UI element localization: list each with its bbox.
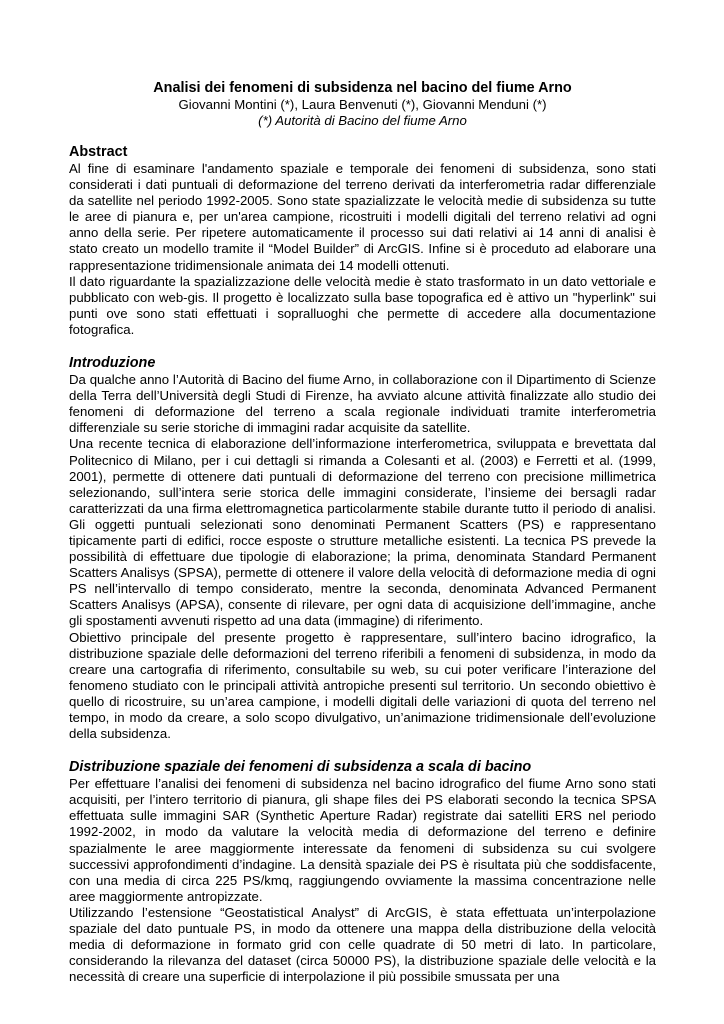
distribuzione-paragraph: Per effettuare l’analisi dei fenomeni di subsidenza nel bacino idrografico del fiume Arno sono stati acquisiti, per l’intero territorio di pianura, gli shape files dei PS elaborati secondo la tecnica SPSA effettuata sulle immagini SAR (Synthetic Aperture Radar) registrate dai satelliti ERS nel periodo 1992-2002, in modo da valutare la velocità media di deformazione del terreno e definire spazialmente le aree maggiormente interessate da fenomeni di subsidenza su cui svolgere successivi approfondimenti d’indagine. La densità spaziale dei PS è risultata più che soddisfacente, con una media di circa 225 PS/kmq, raggiungendo ovviamente la massima concentrazione nelle aree maggiormente antropizzate. — [69, 776, 656, 904]
introduzione-paragraph: Obiettivo principale del presente progetto è rappresentare, sull’intero bacino idrografico, la distribuzione spaziale delle deformazioni del terreno riferibili a fenomeni di subsidenza, in modo da creare una cartografia di riferimento, consultabile su web, su cui poter verificare l’interazione del fenomeno studiato con le principali attività antropiche presenti sul territorio. Un secondo obiettivo è quello di ricostruire, su un’area campione, i modelli digitali delle variazioni di quota del terreno nel tempo, in modo da creare, a solo scopo divulgativo, un’animazione tridimensionale dell’evoluzione della subsidenza. — [69, 629, 656, 742]
introduzione-section — [69, 355, 656, 742]
introduzione-paragraph: Una recente tecnica di elaborazione dell’informazione interferometrica, sviluppata e brevettata dal Politecnico di Milano, per i cui dettagli si rimanda a Colesanti et al. (2003) e Ferretti et al. (1999, 2001), permette di ottenere dati puntuali di deformazione del terreno con precisione millimetrica selezionando, sull’intera serie storica delle immagini considerate, l’insieme dei bersagli radar caratterizzati da una firma elettromagnetica particolarmente stabile durante tutto il periodo di analisi. Gli oggetti puntuali selezionati sono denominati Permanent Scatters (PS) e rappresentano tipicamente parti di edifici, rocce esposte o strutture metalliche esistenti. La tecnica PS prevede la possibilità di effettuare due tipologie di elaborazione; la prima, denominata Standard Permanent Scatters Analisys (SPSA), permette di ottenere il valore della velocità di deformazione media di ogni PS nell’intervallo di tempo considerato, mentre la seconda, denominata Advanced Permanent Scatters Analisys (APSA), consente di rilevare, per ogni data di acquisizione dell’immagine, anche gli spostamenti avvenuti rispetto ad una data (immagine) di riferimento. — [69, 436, 656, 629]
document-page — [69, 80, 656, 1002]
abstract-paragraph: Il dato riguardante la spazializzazione delle velocità medie è stato trasformato in un dato vettoriale e pubblicato con web-gis. Il progetto è localizzato sulla base topografica ed è attivo un "hyperlink" sui punti ove sono stati effettuati i sopralluoghi che permette di accedere alla documentazione fotografica. — [69, 273, 656, 337]
introduzione-paragraph: Da qualche anno l’Autorità di Bacino del fiume Arno, in collaborazione con il Dipartimento di Scienze della Terra dell’Università degli Studi di Firenze, ha avviato alcune attività finalizzate allo studio dei fenomeni di deformazione del terreno a scala regionale individuati tramite interferometria differenziale su serie storiche di immagini radar acquisite da satellite. — [69, 372, 656, 436]
abstract-heading: Abstract — [69, 144, 128, 160]
distribuzione-heading: Distribuzione spaziale dei fenomeni di subsidenza a scala di bacino — [69, 759, 532, 776]
introduzione-heading: Introduzione — [69, 355, 156, 372]
affiliation-line: (*) Autorità di Bacino del fiume Arno — [258, 113, 467, 128]
authors-line: Giovanni Montini (*), Laura Benvenuti (*), Giovanni Menduni (*) — [178, 97, 547, 112]
distribuzione-section — [69, 759, 656, 985]
distribuzione-paragraph: Utilizzando l’estensione “Geostatistical Analyst” di ArcGIS, è stata effettuata un’interpolazione spaziale del dato puntuale PS, in modo da ottenere una mappa della distribuzione della velocità media di deformazione in formato grid con celle quadrate di 50 metri di lato. In particolare, considerando la rilevanza del dataset (circa 50000 PS), la distribuzione spaziale delle velocità e la necessità di creare una superficie di interpolazione il più possibile smussata per una — [69, 904, 656, 985]
title-block — [69, 80, 656, 129]
paper-title: Analisi dei fenomeni di subsidenza nel bacino del fiume Arno — [153, 80, 572, 96]
abstract-section — [69, 144, 656, 338]
abstract-paragraph: Al fine di esaminare l'andamento spaziale e temporale dei fenomeni di subsidenza, sono stati considerati i dati puntuali di deformazione del terreno derivati da interferometria radar differenziale da satellite nel periodo 1992-2005. Sono state spazializzate le velocità medie di subsidenza su tutte le aree di pianura e, per un'area campione, ricostruiti i modelli digitali del terreno relativi ad ogni anno della serie. Per ripetere automaticamente il processo sui dati relativi ai 14 anni di analisi è stato creato un modello tramite il “Model Builder” di ArcGIS. Infine si è proceduto ad elaborare una rappresentazione tridimensionale animata dei 14 modelli ottenuti. — [69, 161, 656, 273]
